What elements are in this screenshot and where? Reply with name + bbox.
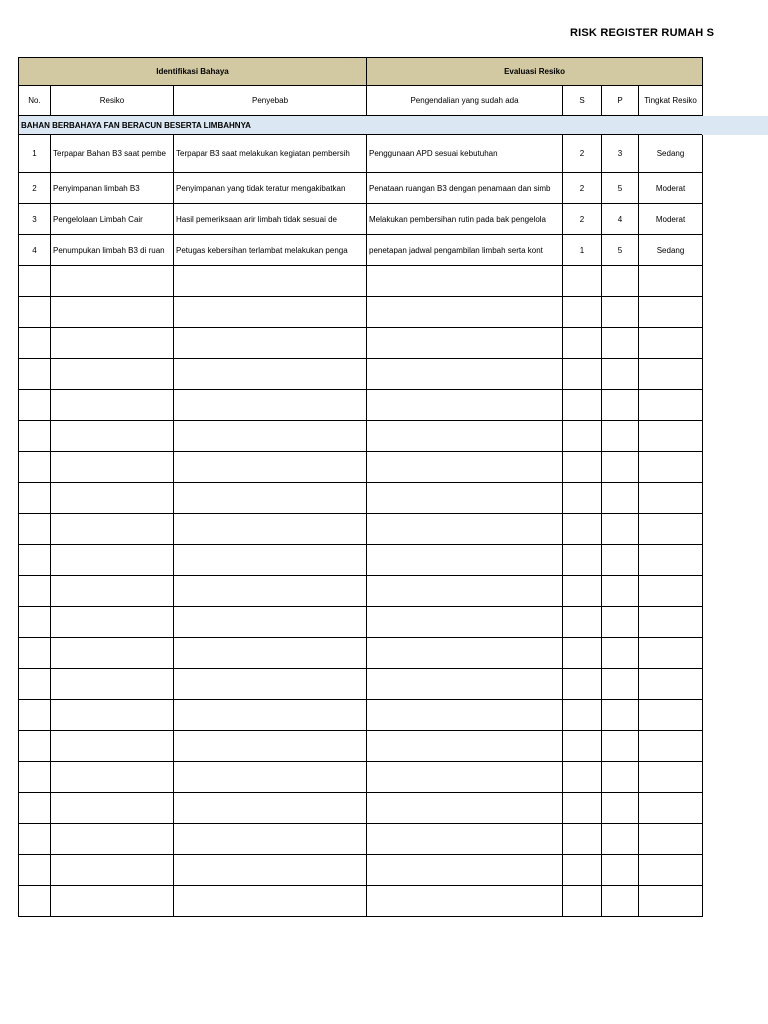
empty-cell[interactable] bbox=[367, 328, 563, 359]
empty-cell[interactable] bbox=[639, 638, 703, 669]
empty-cell[interactable] bbox=[174, 731, 367, 762]
empty-cell[interactable] bbox=[563, 638, 602, 669]
empty-cell[interactable] bbox=[602, 638, 639, 669]
empty-cell[interactable] bbox=[51, 390, 174, 421]
empty-cell[interactable] bbox=[639, 328, 703, 359]
empty-cell[interactable] bbox=[174, 390, 367, 421]
empty-cell[interactable] bbox=[51, 731, 174, 762]
empty-cell[interactable] bbox=[367, 700, 563, 731]
empty-cell[interactable] bbox=[19, 576, 51, 607]
empty-cell[interactable] bbox=[602, 359, 639, 390]
empty-cell[interactable] bbox=[19, 266, 51, 297]
cell-resiko[interactable]: Penyimpanan limbah B3 bbox=[51, 173, 174, 204]
cell-no[interactable]: 3 bbox=[19, 204, 51, 235]
empty-cell[interactable] bbox=[51, 483, 174, 514]
empty-row bbox=[19, 483, 703, 514]
empty-cell[interactable] bbox=[639, 576, 703, 607]
empty-cell[interactable] bbox=[639, 421, 703, 452]
empty-cell[interactable] bbox=[19, 886, 51, 917]
empty-cell[interactable] bbox=[174, 483, 367, 514]
empty-cell[interactable] bbox=[367, 607, 563, 638]
column-header-row bbox=[19, 86, 703, 116]
empty-row bbox=[19, 452, 703, 483]
empty-cell[interactable] bbox=[639, 762, 703, 793]
empty-cell[interactable] bbox=[19, 793, 51, 824]
empty-cell[interactable] bbox=[602, 514, 639, 545]
empty-cell[interactable] bbox=[639, 607, 703, 638]
empty-cell[interactable] bbox=[174, 266, 367, 297]
empty-cell[interactable] bbox=[602, 545, 639, 576]
empty-cell[interactable] bbox=[51, 607, 174, 638]
empty-cell[interactable] bbox=[367, 452, 563, 483]
empty-cell[interactable] bbox=[639, 390, 703, 421]
cell-tingkat-resiko[interactable]: Moderat bbox=[639, 173, 703, 204]
table-row bbox=[19, 204, 703, 235]
empty-cell[interactable] bbox=[174, 762, 367, 793]
sheet-title: RISK REGISTER RUMAH S bbox=[570, 27, 715, 39]
empty-cell[interactable] bbox=[51, 452, 174, 483]
empty-cell[interactable] bbox=[639, 669, 703, 700]
empty-cell[interactable] bbox=[367, 514, 563, 545]
empty-cell[interactable] bbox=[367, 545, 563, 576]
empty-cell[interactable] bbox=[602, 700, 639, 731]
empty-cell[interactable] bbox=[51, 793, 174, 824]
empty-cell[interactable] bbox=[563, 855, 602, 886]
empty-cell[interactable] bbox=[639, 545, 703, 576]
empty-cell[interactable] bbox=[51, 669, 174, 700]
cell-pengendalian[interactable]: Penggunaan APD sesuai kebutuhan bbox=[367, 135, 563, 173]
empty-cell[interactable] bbox=[602, 328, 639, 359]
empty-cell[interactable] bbox=[563, 483, 602, 514]
empty-row bbox=[19, 576, 703, 607]
column-header-s[interactable]: S bbox=[563, 86, 602, 116]
cell-penyebab[interactable]: Terpapar B3 saat melakukan kegiatan pembersih bbox=[174, 135, 367, 173]
empty-row bbox=[19, 638, 703, 669]
empty-cell[interactable] bbox=[19, 328, 51, 359]
empty-cell[interactable] bbox=[563, 669, 602, 700]
column-header-resiko[interactable]: Resiko bbox=[51, 86, 174, 116]
empty-cell[interactable] bbox=[639, 793, 703, 824]
empty-cell[interactable] bbox=[367, 483, 563, 514]
risk-register-table bbox=[18, 57, 703, 917]
table-row bbox=[19, 135, 703, 173]
empty-cell[interactable] bbox=[367, 793, 563, 824]
empty-cell[interactable] bbox=[174, 607, 367, 638]
empty-cell[interactable] bbox=[639, 452, 703, 483]
empty-row bbox=[19, 390, 703, 421]
empty-cell[interactable] bbox=[19, 545, 51, 576]
cell-p[interactable]: 5 bbox=[602, 173, 639, 204]
empty-cell[interactable] bbox=[174, 669, 367, 700]
empty-cell[interactable] bbox=[602, 669, 639, 700]
empty-cell[interactable] bbox=[51, 855, 174, 886]
cell-no[interactable]: 4 bbox=[19, 235, 51, 266]
empty-cell[interactable] bbox=[639, 483, 703, 514]
empty-cell[interactable] bbox=[602, 762, 639, 793]
empty-cell[interactable] bbox=[563, 359, 602, 390]
empty-row bbox=[19, 266, 703, 297]
empty-cell[interactable] bbox=[639, 731, 703, 762]
cell-p[interactable]: 3 bbox=[602, 135, 639, 173]
cell-pengendalian[interactable]: Melakukan pembersihan rutin pada bak pengelola bbox=[367, 204, 563, 235]
empty-cell[interactable] bbox=[174, 886, 367, 917]
empty-cell[interactable] bbox=[367, 886, 563, 917]
empty-row bbox=[19, 514, 703, 545]
empty-cell[interactable] bbox=[51, 266, 174, 297]
cell-s[interactable]: 2 bbox=[563, 204, 602, 235]
empty-cell[interactable] bbox=[367, 297, 563, 328]
empty-cell[interactable] bbox=[51, 359, 174, 390]
empty-cell[interactable] bbox=[19, 390, 51, 421]
empty-cell[interactable] bbox=[174, 328, 367, 359]
empty-cell[interactable] bbox=[367, 669, 563, 700]
empty-cell[interactable] bbox=[19, 824, 51, 855]
empty-cell[interactable] bbox=[367, 855, 563, 886]
empty-cell[interactable] bbox=[563, 514, 602, 545]
empty-cell[interactable] bbox=[602, 483, 639, 514]
empty-cell[interactable] bbox=[563, 421, 602, 452]
empty-cell[interactable] bbox=[174, 452, 367, 483]
cell-resiko[interactable]: Penumpukan limbah B3 di ruan bbox=[51, 235, 174, 266]
empty-cell[interactable] bbox=[602, 793, 639, 824]
section-title[interactable]: BAHAN BERBAHAYA FAN BERACUN BESERTA LIMBAHNYA bbox=[19, 116, 703, 135]
cell-tingkat-resiko[interactable]: Moderat bbox=[639, 204, 703, 235]
empty-cell[interactable] bbox=[51, 824, 174, 855]
empty-row bbox=[19, 421, 703, 452]
cell-tingkat-resiko[interactable]: Sedang bbox=[639, 135, 703, 173]
empty-row bbox=[19, 545, 703, 576]
empty-cell[interactable] bbox=[602, 266, 639, 297]
empty-cell[interactable] bbox=[639, 266, 703, 297]
empty-row bbox=[19, 607, 703, 638]
empty-cell[interactable] bbox=[19, 607, 51, 638]
empty-cell[interactable] bbox=[602, 421, 639, 452]
empty-cell[interactable] bbox=[367, 266, 563, 297]
empty-cell[interactable] bbox=[19, 731, 51, 762]
empty-cell[interactable] bbox=[367, 762, 563, 793]
empty-row bbox=[19, 731, 703, 762]
empty-cell[interactable] bbox=[174, 545, 367, 576]
empty-row bbox=[19, 669, 703, 700]
empty-cell[interactable] bbox=[51, 762, 174, 793]
column-header-tingkat-resiko[interactable]: Tingkat Resiko bbox=[639, 86, 703, 116]
empty-row bbox=[19, 824, 703, 855]
table-row bbox=[19, 173, 703, 204]
empty-cell[interactable] bbox=[174, 700, 367, 731]
empty-cell[interactable] bbox=[19, 514, 51, 545]
empty-cell[interactable] bbox=[174, 824, 367, 855]
empty-cell[interactable] bbox=[367, 731, 563, 762]
empty-cell[interactable] bbox=[174, 855, 367, 886]
cell-resiko[interactable]: Terpapar Bahan B3 saat pembe bbox=[51, 135, 174, 173]
empty-cell[interactable] bbox=[51, 297, 174, 328]
empty-cell[interactable] bbox=[19, 359, 51, 390]
empty-cell[interactable] bbox=[19, 421, 51, 452]
empty-cell[interactable] bbox=[639, 514, 703, 545]
empty-cell[interactable] bbox=[639, 855, 703, 886]
empty-cell[interactable] bbox=[367, 824, 563, 855]
empty-cell[interactable] bbox=[367, 359, 563, 390]
empty-cell[interactable] bbox=[19, 669, 51, 700]
empty-cell[interactable] bbox=[563, 390, 602, 421]
table-row bbox=[19, 235, 703, 266]
empty-cell[interactable] bbox=[563, 607, 602, 638]
empty-cell[interactable] bbox=[367, 421, 563, 452]
empty-cell[interactable] bbox=[51, 886, 174, 917]
empty-cell[interactable] bbox=[639, 824, 703, 855]
empty-cell[interactable] bbox=[51, 700, 174, 731]
empty-cell[interactable] bbox=[367, 576, 563, 607]
empty-cell[interactable] bbox=[19, 297, 51, 328]
empty-cell[interactable] bbox=[51, 421, 174, 452]
column-header-pengendalian[interactable]: Pengendalian yang sudah ada bbox=[367, 86, 563, 116]
empty-cell[interactable] bbox=[639, 359, 703, 390]
empty-cell[interactable] bbox=[174, 297, 367, 328]
cell-s[interactable]: 2 bbox=[563, 173, 602, 204]
empty-cell[interactable] bbox=[602, 297, 639, 328]
column-header-penyebab[interactable]: Penyebab bbox=[174, 86, 367, 116]
empty-cell[interactable] bbox=[174, 793, 367, 824]
empty-cell[interactable] bbox=[639, 886, 703, 917]
empty-cell[interactable] bbox=[639, 700, 703, 731]
empty-row bbox=[19, 855, 703, 886]
empty-cell[interactable] bbox=[174, 514, 367, 545]
header-evaluasi-resiko[interactable]: Evaluasi Resiko bbox=[367, 58, 703, 86]
empty-cell[interactable] bbox=[563, 731, 602, 762]
section-header-row bbox=[19, 116, 703, 135]
empty-cell[interactable] bbox=[602, 855, 639, 886]
empty-cell[interactable] bbox=[51, 328, 174, 359]
empty-cell[interactable] bbox=[563, 576, 602, 607]
empty-cell[interactable] bbox=[51, 576, 174, 607]
empty-cell[interactable] bbox=[602, 452, 639, 483]
empty-cell[interactable] bbox=[367, 390, 563, 421]
empty-cell[interactable] bbox=[602, 731, 639, 762]
empty-cell[interactable] bbox=[174, 576, 367, 607]
empty-cell[interactable] bbox=[19, 762, 51, 793]
cell-s[interactable]: 2 bbox=[563, 135, 602, 173]
empty-cell[interactable] bbox=[174, 421, 367, 452]
cell-p[interactable]: 4 bbox=[602, 204, 639, 235]
empty-cell[interactable] bbox=[51, 638, 174, 669]
empty-cell[interactable] bbox=[563, 266, 602, 297]
empty-cell[interactable] bbox=[51, 514, 174, 545]
cell-no[interactable]: 1 bbox=[19, 135, 51, 173]
cell-no[interactable]: 2 bbox=[19, 173, 51, 204]
section-row-fill bbox=[702, 116, 768, 135]
cell-tingkat-resiko[interactable]: Sedang bbox=[639, 235, 703, 266]
column-header-p[interactable]: P bbox=[602, 86, 639, 116]
empty-cell[interactable] bbox=[19, 855, 51, 886]
empty-cell[interactable] bbox=[602, 607, 639, 638]
empty-cell[interactable] bbox=[19, 483, 51, 514]
empty-cell[interactable] bbox=[563, 824, 602, 855]
empty-cell[interactable] bbox=[563, 297, 602, 328]
empty-row bbox=[19, 359, 703, 390]
cell-s[interactable]: 1 bbox=[563, 235, 602, 266]
empty-cell[interactable] bbox=[19, 452, 51, 483]
cell-penyebab[interactable]: Hasil pemeriksaan arir limbah tidak sesuai de bbox=[174, 204, 367, 235]
empty-cell[interactable] bbox=[19, 638, 51, 669]
empty-row bbox=[19, 793, 703, 824]
empty-cell[interactable] bbox=[602, 886, 639, 917]
empty-cell[interactable] bbox=[19, 700, 51, 731]
empty-row bbox=[19, 328, 703, 359]
empty-cell[interactable] bbox=[602, 824, 639, 855]
empty-cell[interactable] bbox=[563, 700, 602, 731]
header-identifikasi-bahaya[interactable]: Identifikasi Bahaya bbox=[19, 58, 367, 86]
empty-cell[interactable] bbox=[639, 297, 703, 328]
cell-penyebab[interactable]: Penyimpanan yang tidak teratur mengakibatkan bbox=[174, 173, 367, 204]
cell-penyebab[interactable]: Petugas kebersihan terlambat melakukan penga bbox=[174, 235, 367, 266]
empty-cell[interactable] bbox=[563, 328, 602, 359]
empty-cell[interactable] bbox=[602, 390, 639, 421]
header-group-row bbox=[19, 58, 703, 86]
column-header-no[interactable]: No. bbox=[19, 86, 51, 116]
empty-row bbox=[19, 700, 703, 731]
empty-cell[interactable] bbox=[602, 576, 639, 607]
cell-p[interactable]: 5 bbox=[602, 235, 639, 266]
cell-resiko[interactable]: Pengelolaan Limbah Cair bbox=[51, 204, 174, 235]
cell-pengendalian[interactable]: penetapan jadwal pengambilan limbah serta kont bbox=[367, 235, 563, 266]
empty-cell[interactable] bbox=[563, 886, 602, 917]
empty-row bbox=[19, 297, 703, 328]
empty-cell[interactable] bbox=[563, 452, 602, 483]
cell-pengendalian[interactable]: Penataan ruangan B3 dengan penamaan dan simb bbox=[367, 173, 563, 204]
empty-cell[interactable] bbox=[174, 359, 367, 390]
empty-row bbox=[19, 762, 703, 793]
empty-cell[interactable] bbox=[563, 545, 602, 576]
empty-cell[interactable] bbox=[367, 638, 563, 669]
empty-row bbox=[19, 886, 703, 917]
empty-cell[interactable] bbox=[563, 762, 602, 793]
empty-cell[interactable] bbox=[563, 793, 602, 824]
empty-cell[interactable] bbox=[51, 545, 174, 576]
empty-cell[interactable] bbox=[174, 638, 367, 669]
